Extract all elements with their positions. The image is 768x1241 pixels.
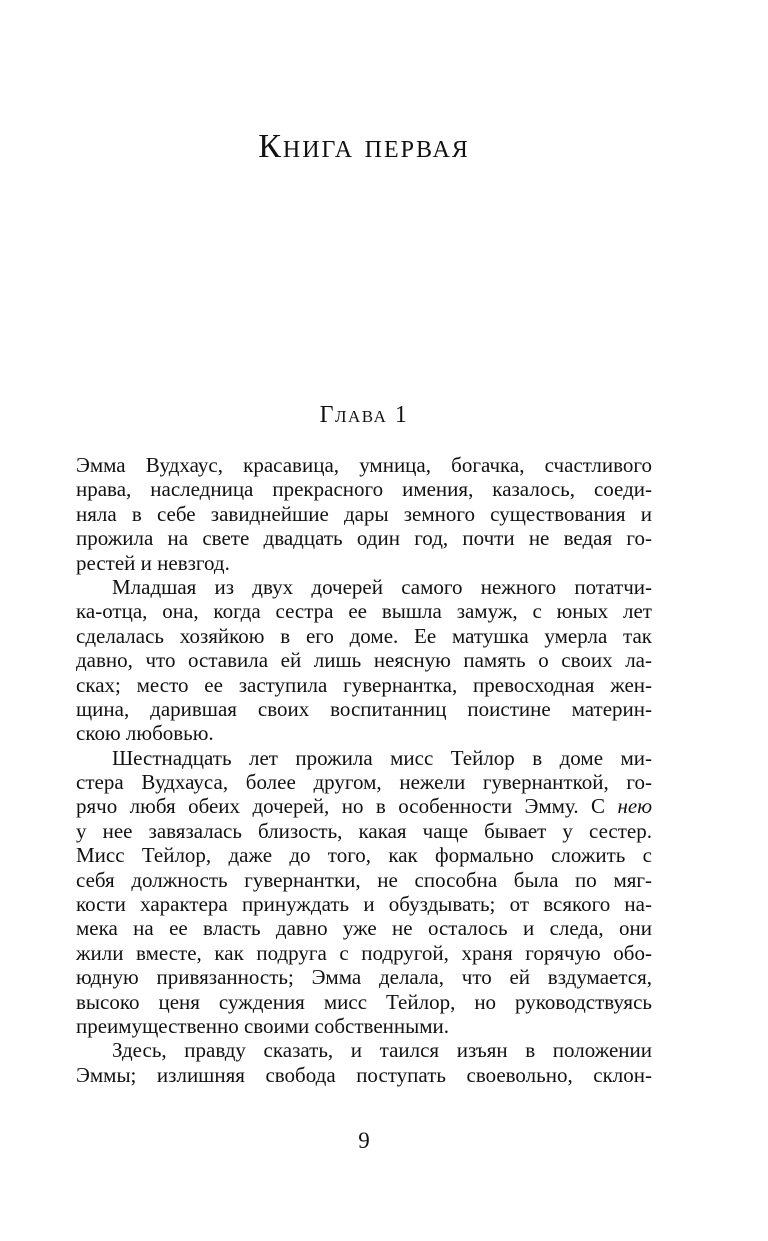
text-line: высоко ценя суждения мисс Тейлор, но руководствуясь: [76, 989, 652, 1014]
text-line: сках; место ее заступила гувернантка, превосходная жен-: [76, 672, 652, 697]
text-line: Шестнадцать лет прожила мисс Тейлор в доме ми-: [112, 745, 652, 770]
chapter-title: Глава 1: [319, 402, 409, 428]
text-line: няла в себе завиднейшие дары земного существования и: [76, 501, 652, 526]
text-line: жили вместе, как подруга с подругой, храня горячую обо-: [76, 940, 652, 965]
text-line: ка-отца, она, когда сестра ее вышла замуж, с юных лет: [76, 599, 652, 624]
text-line: Эмма Вудхаус, красавица, умница, богачка, счастливого: [76, 453, 652, 477]
text-line: преимущественно своими собственными.: [76, 1013, 450, 1038]
text-line: Младшая из двух дочерей самого нежного потатчи-: [112, 574, 652, 599]
text-line: Мисс Тейлор, даже до того, как формально сложить с: [76, 843, 652, 868]
text-line: у нее завязалась близость, какая чаще бывает у сестер.: [76, 818, 652, 843]
text-line: юдную привязанность; Эмма делала, что ей вздумается,: [76, 965, 652, 990]
text-line: скою любовью.: [76, 721, 214, 746]
text-line: нрава, наследница прекрасного имения, казалось, соеди-: [76, 477, 652, 502]
text-line: кости характера принуждать и обуздывать; от всякого на-: [76, 892, 652, 917]
text-line: себя должность гувернантки, не способна была по мяг-: [76, 867, 652, 892]
paragraph: [76, 1038, 652, 1087]
text-line: рячо любя обеих дочерей, но в особенности Эмму. С нею: [76, 794, 652, 819]
paragraph: [76, 746, 652, 1039]
paragraph: [76, 453, 652, 575]
text-line: Эммы; излишняя свобода поступать своевольно, склон-: [76, 1062, 652, 1087]
body-text: [76, 453, 652, 1087]
paragraph: [76, 575, 652, 746]
text-line: Здесь, правду сказать, и таился изъян в положении: [112, 1038, 652, 1063]
text-line: сделалась хозяйкою в его доме. Ее матушка умерла так: [76, 623, 652, 648]
page-number: 9: [358, 1128, 370, 1153]
text-line: щина, дарившая своих воспитанниц поистине материн-: [76, 696, 652, 721]
book-title: Книга первая: [258, 128, 470, 165]
text-line: давно, что оставила ей лишь неясную память о своих ла-: [76, 648, 652, 673]
text-line: рестей и невзгод.: [76, 550, 230, 575]
text-line: прожила на свете двадцать один год, почти не ведая го-: [76, 526, 652, 551]
text-line: стера Вудхауса, более другом, нежели гувернанткой, го-: [76, 770, 652, 795]
text-line: мека на ее власть давно уже не осталось и следа, они: [76, 916, 652, 941]
italic-word: нею: [617, 794, 652, 819]
